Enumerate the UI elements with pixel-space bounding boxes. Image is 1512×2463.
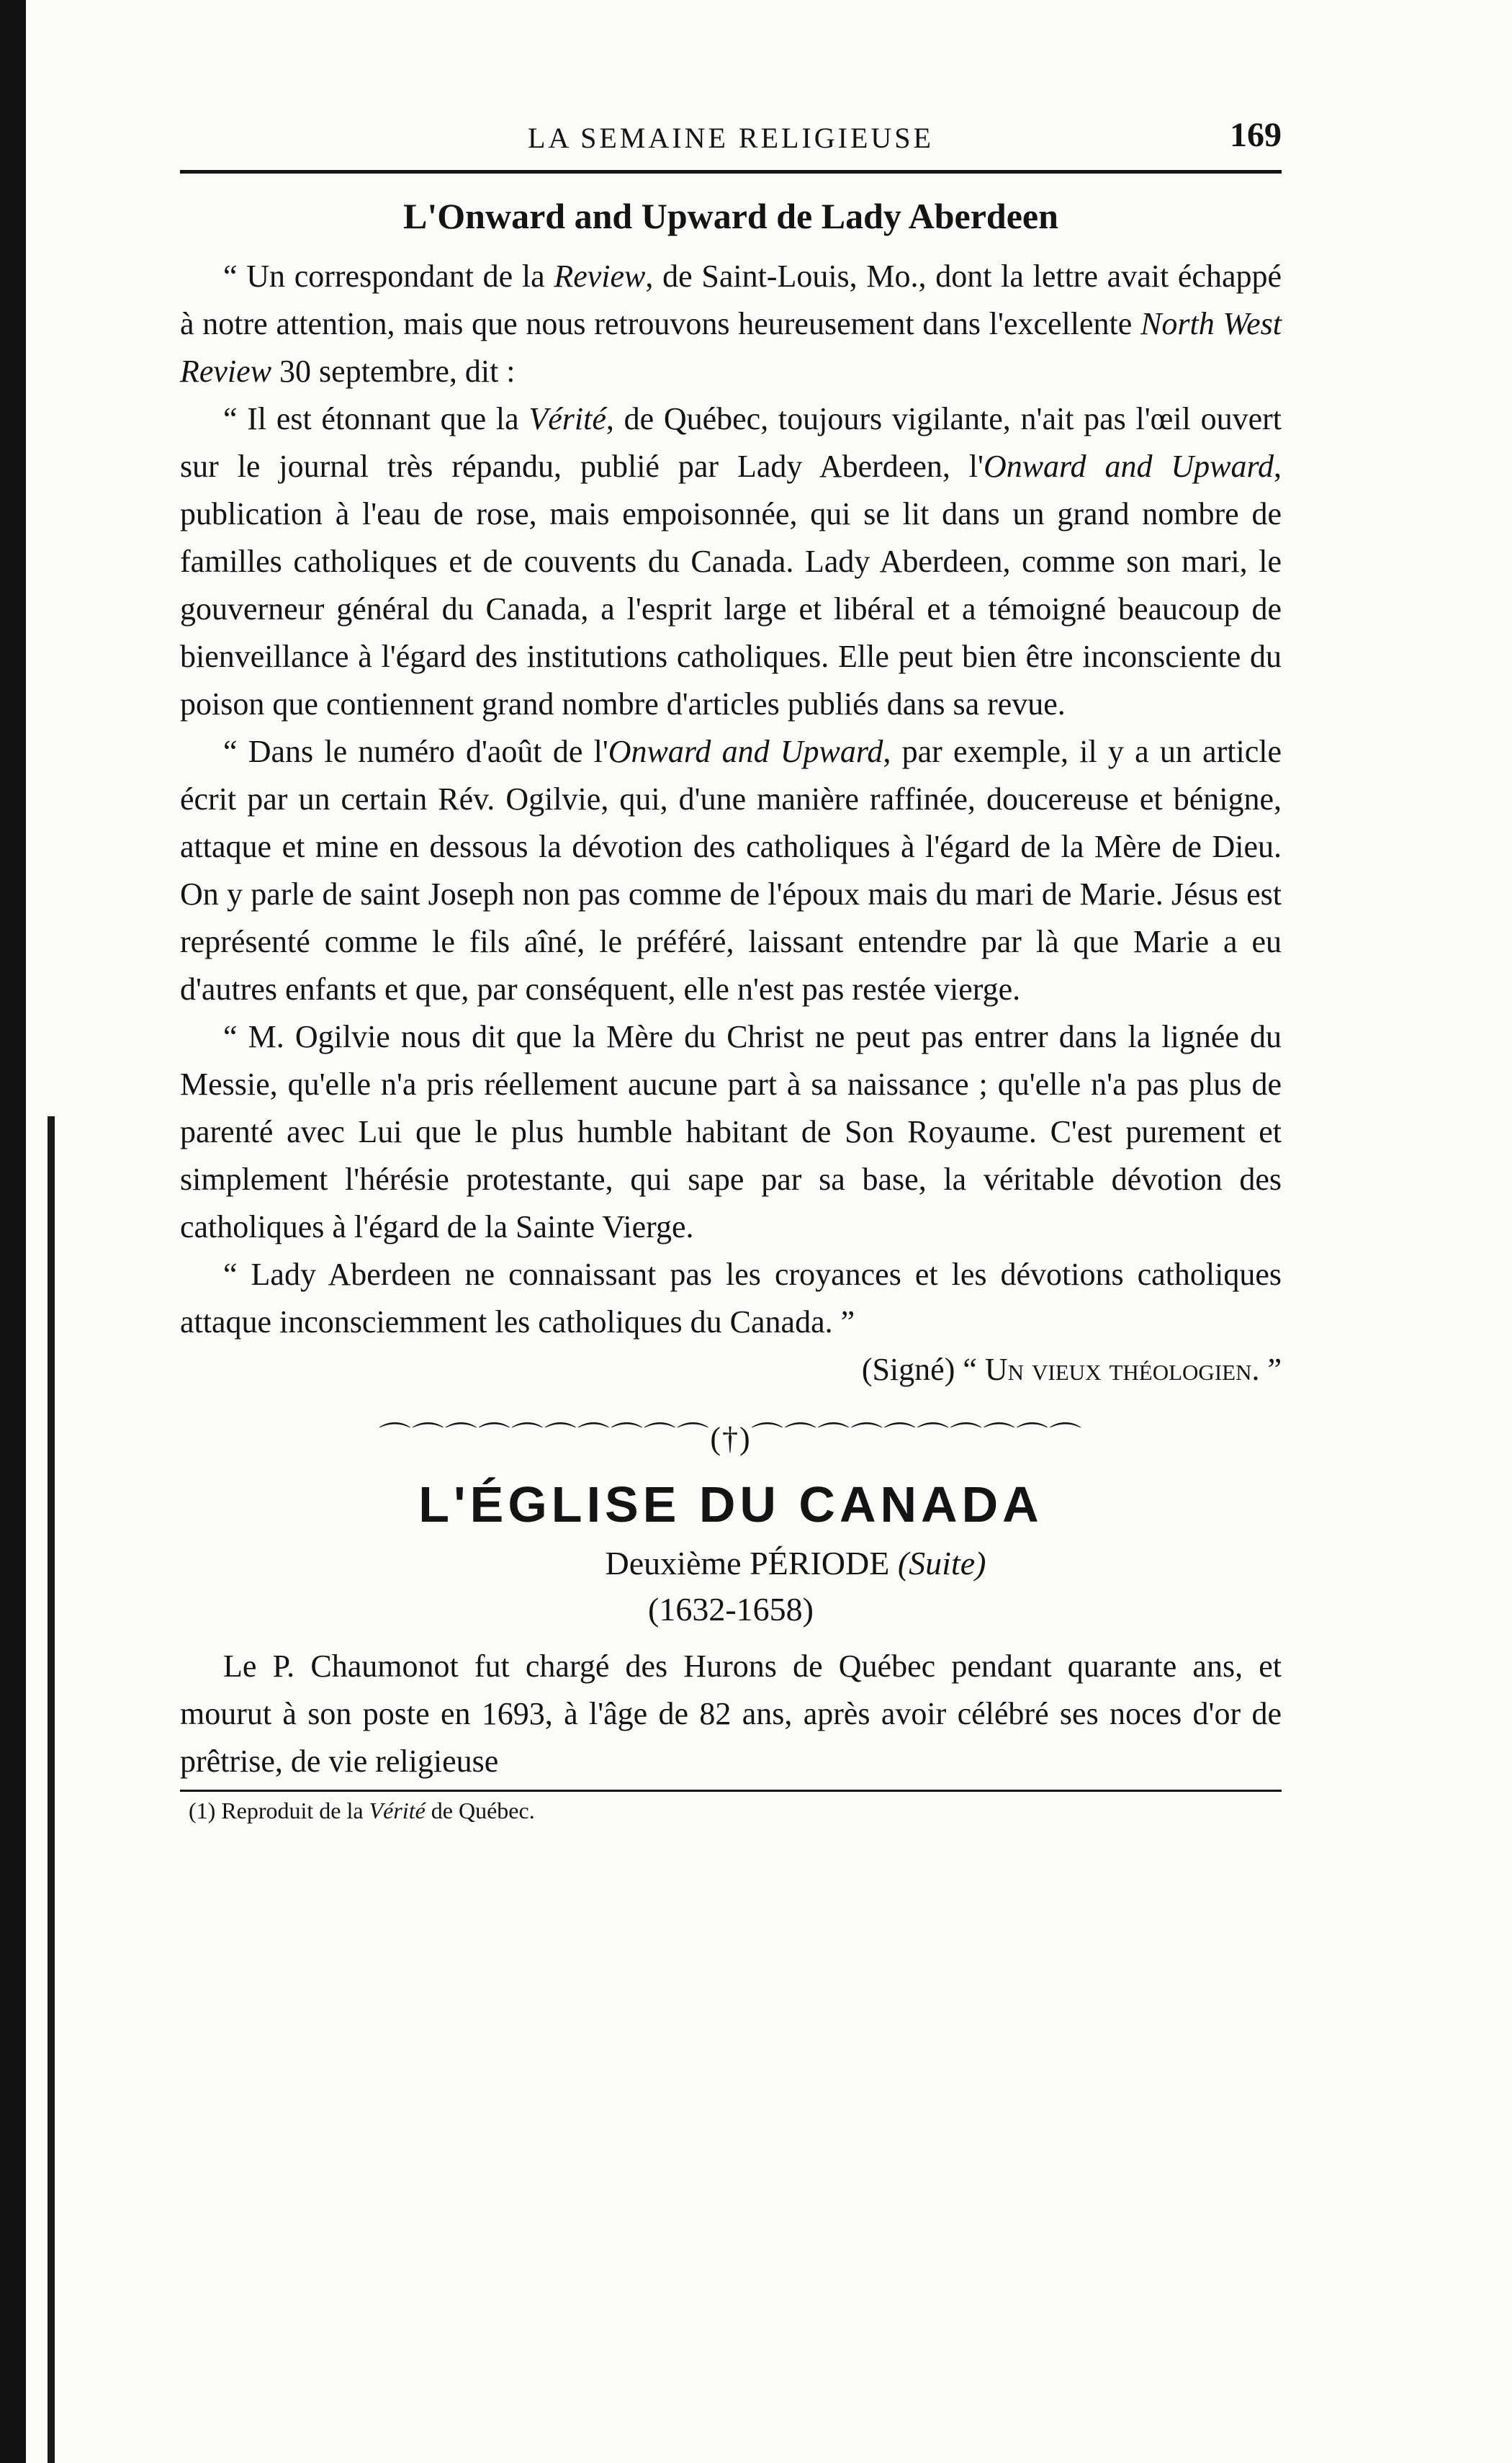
header-rule <box>180 170 1282 174</box>
footnote-rule <box>180 1790 1282 1792</box>
article-paragraph-4: “ M. Ogilvie nous dit que la Mère du Christ ne peut pas entrer dans la lignée du Messie, qu'elle n'a pris réellement aucune part à sa naissance ; qu'elle n'a pas plus de parenté avec Lui que le plus humble habitant de Son Royaume. C'est purement et simplement l'hérésie protestante, qui sape par sa base, la véritable dévotion des catholiques à l'égard de la Sainte Vierge. <box>180 1019 1282 1244</box>
running-header-title: LA SEMAINE RELIGIEUSE <box>528 122 934 154</box>
article-paragraph-5: “ Lady Aberdeen ne connaissant pas les croyances et les dévotions catholiques attaque inconsciemment les catholiques du Canada. ” <box>180 1257 1282 1340</box>
article-paragraph-3: “ Dans le numéro d'août de l'Onward and Upward, par exemple, il y a un article écrit par un certain Rév. Ogilvie, qui, d'une manière raffinée, doucereuse et bénigne, attaque et mine en dessous la dévotion des catholiques à l'égard de la Mère de Dieu. On y parle de saint Joseph non pas comme de l'époux mais du mari de Marie. Jésus est représenté comme le fils aîné, le préféré, laissant entendre par là que Marie a eu d'autres enfants et que, par conséquent, elle n'est pas restée vierge. <box>180 734 1282 1007</box>
section-divider-ornament: ⌒⌒⌒⌒⌒⌒⌒⌒⌒⌒(†)⌒⌒⌒⌒⌒⌒⌒⌒⌒⌒ <box>379 1421 1083 1456</box>
page-number: 169 <box>1230 116 1282 154</box>
page-binding-shadow <box>48 1116 55 2463</box>
section-title: L'ÉGLISE DU CANADA <box>418 1476 1043 1533</box>
page-content <box>180 108 1282 1826</box>
article-paragraph-1: “ Un correspondant de la Review, de Saint-Louis, Mo., dont la lettre avait échappé à notre attention, mais que nous retrouvons heureusement dans l'excellente North West Review 30 septembre, dit : <box>180 259 1282 389</box>
section-paragraph: Le P. Chaumonot fut chargé des Hurons de Québec pendant quarante ans, et mourut à son poste en 1693, à l'âge de 82 ans, après avoir célébré ses noces d'or de prêtrise, de vie religieuse <box>180 1648 1282 1779</box>
section-dates: (1632-1658) <box>648 1591 814 1628</box>
running-header <box>180 108 1282 166</box>
page-binding-edge <box>0 0 26 2463</box>
footnote: (1) Reproduit de la Vérité de Québec. <box>189 1798 535 1823</box>
article-paragraph-2: “ Il est étonnant que la Vérité, de Québec, toujours vigilante, n'ait pas l'œil ouvert sur le journal très répandu, publié par Lady Aberdeen, l'Onward and Upward, publication à l'eau de rose, mais empoisonnée, qui se lit dans un grand nombre de familles catholiques et de couvents du Canada. Lady Aberdeen, comme son mari, le gouverneur général du Canada, a l'esprit large et libéral et a témoigné beaucoup de bienveillance à l'égard des institutions catholiques. Elle peut bien être inconsciente du poison que contiennent grand nombre d'articles publiés dans sa revue. <box>180 401 1282 722</box>
article-signature: (Signé) “ Un vieux théologien. ” <box>861 1352 1282 1387</box>
article-title: L'Onward and Upward de Lady Aberdeen <box>403 196 1058 236</box>
section-subtitle: Deuxième PÉRIODE (Suite) <box>605 1545 986 1582</box>
